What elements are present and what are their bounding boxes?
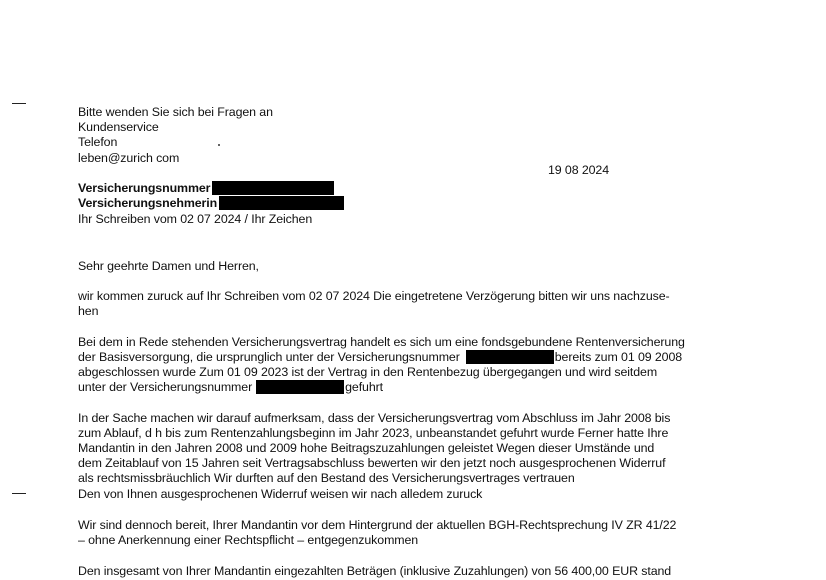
redaction-block xyxy=(256,380,344,394)
paragraph-4-line-2: – ohne Anerkennung einer Rechtspflicht – entgegenzukommen xyxy=(78,533,419,547)
paragraph-2-line-4-end: gefuhrt xyxy=(345,380,383,394)
redaction-block xyxy=(212,181,334,195)
policy-holder-line xyxy=(78,196,344,211)
paragraph-2-line-4 xyxy=(78,380,383,395)
paragraph-3-line-3: Mandantin in den Jahren 2008 und 2009 hohe Beitragszuzahlungen geleistet Wegen dieser Umstände und xyxy=(78,441,655,455)
policy-number-label: Versicherungsnummer xyxy=(78,181,211,195)
letter-reference-line: Ihr Schreiben vom 02 07 2024 / Ihr Zeichen xyxy=(78,212,313,226)
contact-line-3: Telefon xyxy=(78,135,118,149)
paragraph-3-line-2: zum Ablauf, d h bis zum Rentenzahlungsbeginn im Jahr 2023, unbeanstandet gefuhrt wurde Ferner hatte Ihre xyxy=(78,426,669,440)
redaction-block xyxy=(466,350,554,364)
fold-mark-top xyxy=(12,103,26,104)
paragraph-3-line-5: als rechtsmissbräuchlich Wir durften auf den Bestand des Versicherungsvertrages vertrauen xyxy=(78,471,575,485)
salutation: Sehr geehrte Damen und Herren, xyxy=(78,259,259,273)
paragraph-2-line-4-start: unter der Versicherungsnummer xyxy=(78,380,253,394)
paragraph-5-line-1: Den insgesamt von Ihrer Mandantin eingezahlten Beträgen (inklusive Zuzahlungen) von 56 400,00 EUR stand xyxy=(78,564,672,578)
contact-line-1: Bitte wenden Sie sich bei Fragen an xyxy=(78,105,273,119)
paragraph-2-line-2 xyxy=(78,350,682,365)
paragraph-1-line-1: wir kommen zuruck auf Ihr Schreiben vom 02 07 2024 Die eingetretene Verzögerung bitten wir uns nachzuse- xyxy=(78,289,670,303)
letter-date: 19 08 2024 xyxy=(548,163,610,177)
paragraph-1-line-2: hen xyxy=(78,304,99,318)
policy-number-line xyxy=(78,181,334,196)
contact-line-2: Kundenservice xyxy=(78,120,159,134)
paragraph-3-line-1: In der Sache machen wir darauf aufmerksam, dass der Versicherungsvertrag vom Abschluss im Jahr 2008 bis xyxy=(78,411,671,425)
fold-mark-middle xyxy=(12,493,26,494)
paragraph-2-line-2-end: bereits zum 01 09 2008 xyxy=(554,350,683,364)
redaction-block xyxy=(219,196,344,210)
contact-email: leben@zurich com xyxy=(78,151,180,165)
paragraph-3-line-4: dem Zeitablauf von 15 Jahren seit Vertragsabschluss bewerten wir den jetzt noch ausgesprochenen Widerruf xyxy=(78,456,666,470)
paragraph-2-line-3: abgeschlossen wurde Zum 01 09 2023 ist der Vertrag in den Rentenbezug übergegangen und wird seitdem xyxy=(78,365,658,379)
policy-holder-label: Versicherungsnehmerin xyxy=(78,196,218,210)
paragraph-3-line-6: Den von Ihnen ausgesprochenen Widerruf weisen wir nach alledem zuruck xyxy=(78,487,483,501)
paragraph-2-line-2-start: der Basisversorgung, die ursprunglich unter der Versicherungsnummer xyxy=(78,350,460,364)
paragraph-4-line-1: Wir sind dennoch bereit, Ihrer Mandantin vor dem Hintergrund der aktuellen BGH-Rechtsprechung IV ZR 41/22 xyxy=(78,518,677,532)
stray-mark xyxy=(218,144,220,146)
paragraph-2-line-1: Bei dem in Rede stehenden Versicherungsvertrag handelt es sich um eine fondsgebundene Rentenversicherung xyxy=(78,335,685,349)
